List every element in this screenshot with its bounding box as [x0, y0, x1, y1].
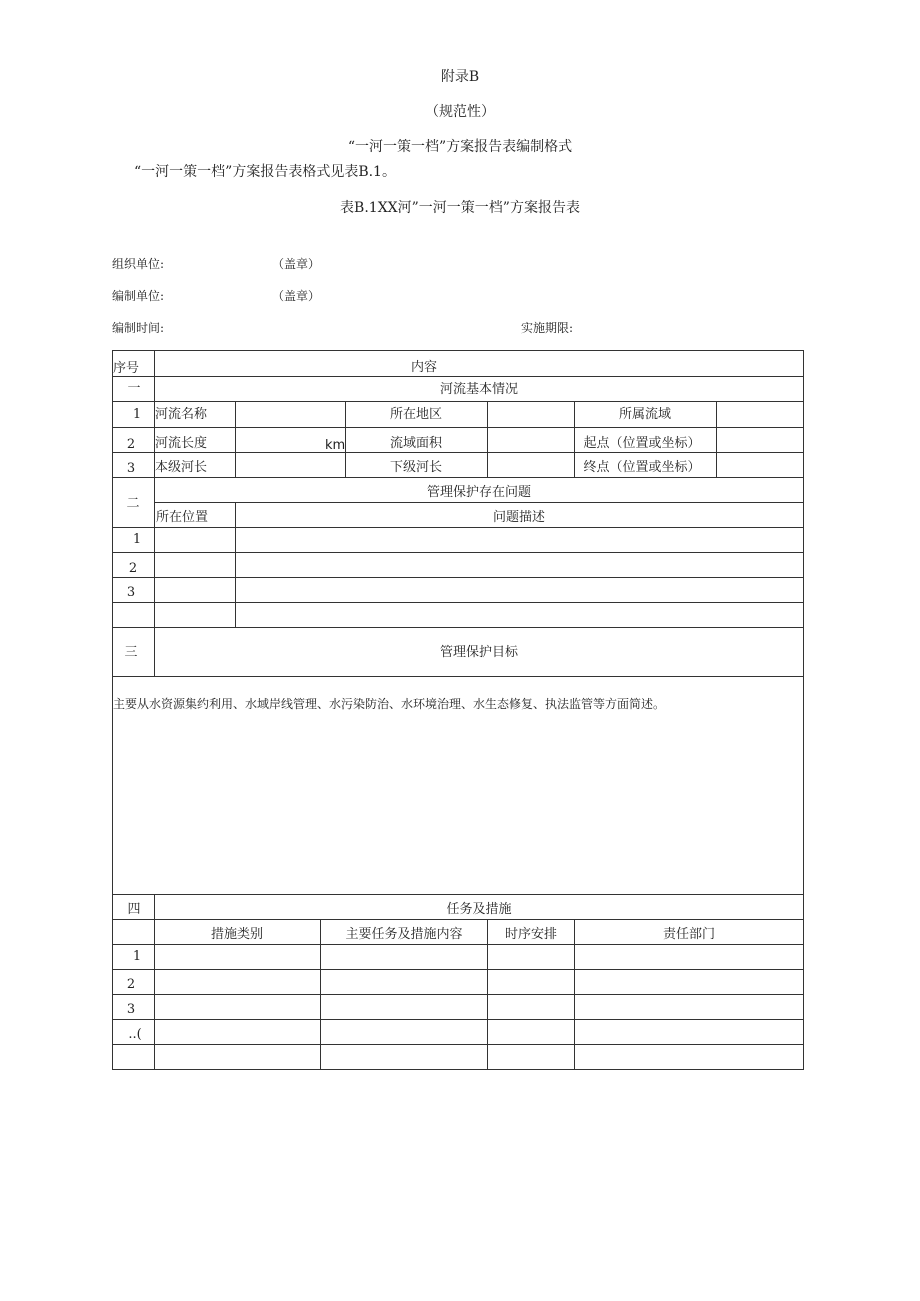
appendix-label: 附录B [440, 69, 480, 85]
dept-header: 责任部门 [662, 927, 716, 942]
s4-row-num: 3 [126, 1002, 136, 1017]
s2-row-num: 1 [132, 532, 142, 547]
section-4-number: 四 [127, 902, 141, 917]
appendix-nature: （规范性） [425, 104, 495, 120]
org-label: 组织单位: [112, 257, 165, 271]
editor-seal: （盖章） [272, 289, 321, 303]
measure-type-header: 措施类别 [210, 927, 264, 942]
sub-chief-label: 下级河长 [389, 460, 443, 475]
start-point-label: 起点（位置或坐标） [583, 436, 701, 451]
section-3-title: 管理保护目标 [439, 645, 519, 660]
format-title: “一河一策一档”方案报告表编制格式 [347, 139, 573, 155]
s1-row-num: 2 [126, 437, 136, 452]
section-2-number: 二 [126, 496, 140, 511]
s1-row-num: 3 [126, 461, 136, 476]
time-label: 编制时间: [112, 321, 165, 335]
col-seq-header: 序号 [113, 361, 140, 376]
basin-label: 所属流域 [618, 407, 672, 422]
river-length-label: 河流长度 [155, 436, 208, 451]
region-label: 所在地区 [389, 407, 443, 422]
goal-description: 主要从水资源集约利用、水域岸线管理、水污染防治、水环境治理、水生态修复、执法监管等方面简述。 [113, 697, 666, 711]
section-1-number: 一 [127, 381, 141, 396]
s4-row-num: ..( [128, 1027, 142, 1042]
problem-desc-header: 问题描述 [492, 510, 546, 525]
section-3-number: 三 [124, 645, 138, 660]
editor-label: 编制单位: [112, 289, 165, 303]
length-unit: km [325, 438, 346, 453]
section-2-title: 管理保护存在问题 [426, 485, 532, 500]
location-header: 所在位置 [156, 510, 209, 525]
basin-area-label: 流域面积 [389, 436, 443, 451]
schedule-header: 时序安排 [504, 927, 558, 942]
section-4-title: 任务及措施 [446, 902, 512, 917]
period-label: 实施期限: [521, 321, 574, 335]
chief-label: 本级河长 [155, 460, 208, 475]
end-point-label: 终点（位置或坐标） [583, 460, 701, 475]
org-seal: （盖章） [272, 257, 321, 271]
river-name-label: 河流名称 [155, 407, 208, 422]
task-content-header: 主要任务及措施内容 [345, 927, 463, 942]
section-1-title: 河流基本情况 [439, 382, 519, 397]
s2-row-num: 2 [128, 561, 138, 576]
s2-row-num: 3 [126, 585, 136, 600]
s4-row-num: 2 [126, 977, 136, 992]
s4-row-num: 1 [132, 949, 142, 964]
intro-text: “一河一策一档”方案报告表格式见表B.1。 [134, 164, 396, 180]
s1-row-num: 1 [132, 407, 142, 422]
col-content-header: 内容 [410, 360, 438, 375]
table-title: 表B.1XX河”一河一策一档”方案报告表 [340, 200, 580, 216]
